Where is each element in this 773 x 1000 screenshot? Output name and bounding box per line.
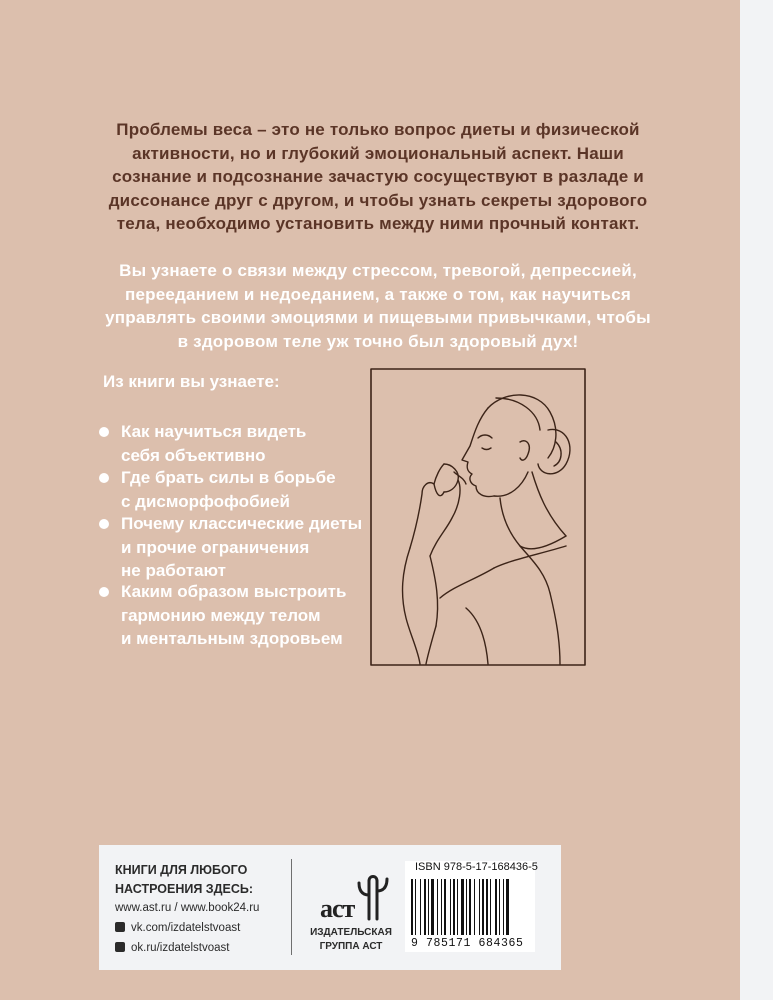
- barcode-bar: [444, 879, 446, 935]
- list-item-text: Как научиться видеть себя объективно: [121, 422, 307, 465]
- bullet-dot-icon: [99, 427, 109, 437]
- barcode-bar: [499, 879, 500, 935]
- learn-list-title: Из книги вы узнаете:: [103, 372, 280, 391]
- bullet-dot-icon: [99, 519, 109, 529]
- barcode-bar: [453, 879, 455, 935]
- isbn-barcode-box: [405, 861, 538, 952]
- vk-icon: [115, 922, 125, 932]
- barcode-bar: [495, 879, 497, 935]
- barcode-bar: [437, 879, 438, 935]
- barcode-bar: [424, 879, 426, 935]
- barcode-bar: [506, 879, 509, 935]
- barcode-bar: [503, 879, 504, 935]
- publisher-name: ИЗДАТЕЛЬСКАЯ ГРУППА АСТ: [310, 927, 392, 952]
- isbn-text: ISBN 978-5-17-168436-5: [415, 861, 538, 873]
- list-item-text: Почему классические диеты и прочие ограничения не работают: [121, 514, 363, 580]
- footer-info-panel: [99, 845, 561, 970]
- barcode-bar: [457, 879, 458, 935]
- barcode-bar: [461, 879, 464, 935]
- ok-link[interactable]: [115, 942, 229, 954]
- intro-paragraph: Проблемы веса – это не только вопрос диеты и физической активности, но и глубокий эмоциональный аспект. Наши сознание и подсознание зачастую сосуществуют в разладе и диссонансе друг с другом, и чтобы узнать секреты здорового тела, необходимо установить между ними прочный контакт.: [108, 120, 648, 233]
- website-links[interactable]: www.ast.ru / www.book24.ru: [115, 902, 260, 914]
- barcode-bar: [428, 879, 429, 935]
- footer-divider: [291, 859, 292, 955]
- barcode-bar: [482, 879, 484, 935]
- barcode-bar: [431, 879, 434, 935]
- vk-link[interactable]: [115, 922, 240, 934]
- bullet-dot-icon: [99, 473, 109, 483]
- barcode-bar: [411, 879, 413, 935]
- barcode-bar: [450, 879, 451, 935]
- barcode-bar: [441, 879, 442, 935]
- logo-text: аст: [320, 894, 355, 923]
- list-item-text: Каким образом выстроить гармонию между телом и ментальным здоровьем: [121, 582, 347, 648]
- woman-profile-line-art: [370, 368, 586, 666]
- barcode-bar: [474, 879, 475, 935]
- bullet-dot-icon: [99, 587, 109, 597]
- barcode-bar: [486, 879, 488, 935]
- list-item-text: Где брать силы в борьбе с дисморфофобией: [121, 468, 336, 511]
- barcode-bar: [490, 879, 491, 935]
- barcode-number: 9 785171 684365: [411, 937, 524, 950]
- footer-heading: КНИГИ ДЛЯ ЛЮБОГО НАСТРОЕНИЯ ЗДЕСЬ:: [115, 863, 254, 896]
- ok-icon: [115, 942, 125, 952]
- barcode-bar: [420, 879, 421, 935]
- barcode-bar: [415, 879, 416, 935]
- vk-link-text: vk.com/izdatelstvoast: [131, 922, 241, 934]
- ok-link-text: ok.ru/izdatelstvoast: [131, 942, 230, 954]
- barcode-icon: [411, 879, 529, 935]
- barcode-bar: [469, 879, 471, 935]
- description-paragraph: Вы узнаете о связи между стрессом, тревогой, депрессией, перееданием и недоеданием, а также о том, как научиться управлять своими эмоциями и пищевыми привычками, чтобы в здоровом теле уж точно был здоровый дух!: [105, 261, 651, 351]
- barcode-bar: [466, 879, 467, 935]
- barcode-bar: [479, 879, 480, 935]
